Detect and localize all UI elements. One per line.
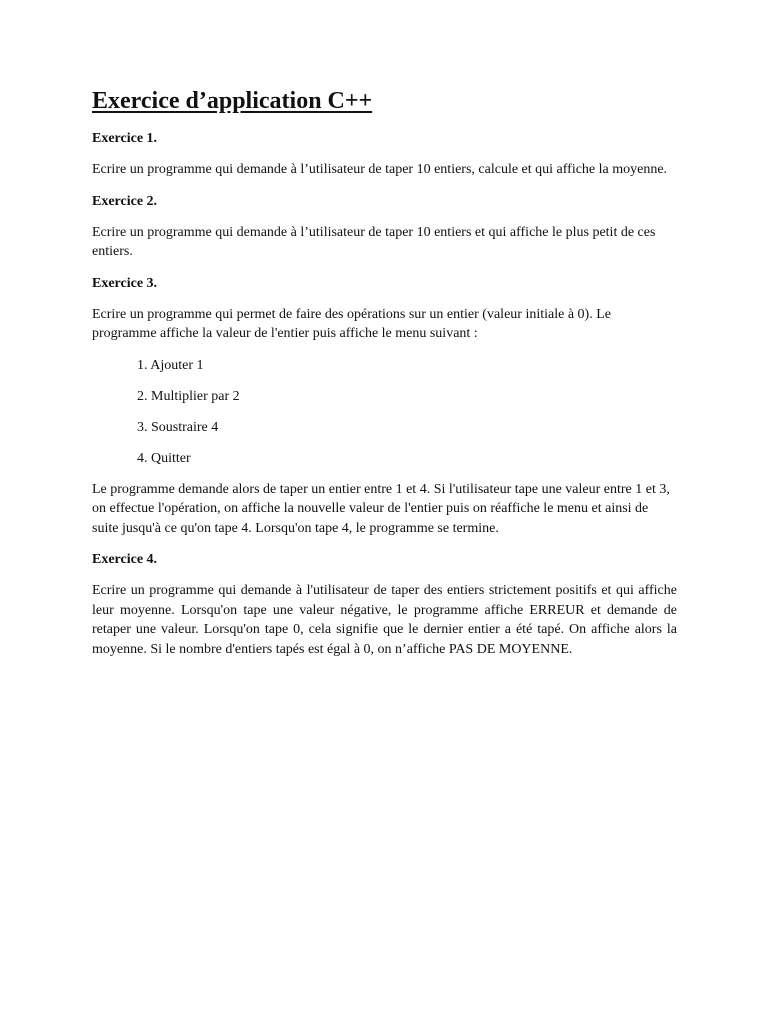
exercise-heading: Exercice 3.: [92, 275, 158, 291]
menu-item-multiply: 2. Multiplier par 2: [137, 388, 240, 404]
exercise-heading: Exercice 4.: [92, 552, 158, 567]
menu-item-quit: 4. Quitter: [137, 450, 191, 466]
exercise-text: Ecrire un programme qui demande à l’utilisateur de taper 10 entiers et qui affiche le plus petit de ces entiers.: [92, 224, 656, 259]
exercise-text: Ecrire un programme qui demande à l'utilisateur de taper des entiers strictement positifs et qui affiche leur moyenne. Lorsqu'on tape une valeur négative, le programme affiche ERREUR et demande de retaper une valeur. Lorsqu'on tape 0, cela signifie que le dernier entier a été tapé. On affiche alors la moyenne. Si le nombre d'entiers tapés est égal à 0, on n’affiche PAS DE MOYENNE.: [92, 583, 677, 657]
document-title: Exercice d’application C++: [92, 88, 373, 114]
exercise-heading: Exercice 2.: [92, 193, 158, 209]
menu-list: [92, 356, 677, 468]
exercise-heading: Exercice 1.: [92, 131, 158, 146]
exercise-text: Ecrire un programme qui demande à l’utilisateur de taper 10 entiers, calcule et qui affiche la moyenne.: [92, 162, 668, 177]
menu-item-subtract: 3. Soustraire 4: [137, 419, 219, 435]
menu-item-add: 1. Ajouter 1: [137, 357, 204, 373]
exercise-1: [92, 129, 677, 180]
exercise-text: Ecrire un programme qui permet de faire des opérations sur un entier (valeur initiale à 0). Le programme affiche la valeur de l'entier puis affiche le menu suivant :: [92, 306, 611, 341]
document-page: [92, 86, 677, 671]
exercise-2: [92, 192, 677, 262]
exercise-3: [92, 274, 677, 539]
exercise-followup-text: Le programme demande alors de taper un entier entre 1 et 4. Si l'utilisateur tape une valeur entre 1 et 3, on effectue l'opération, on affiche la nouvelle valeur de l'entier puis on réaffiche le menu et ainsi de suite jusqu'à ce qu'on tape 4. Lorsqu'on tape 4, le programme se termine.: [92, 481, 670, 536]
exercise-4: [92, 550, 677, 659]
